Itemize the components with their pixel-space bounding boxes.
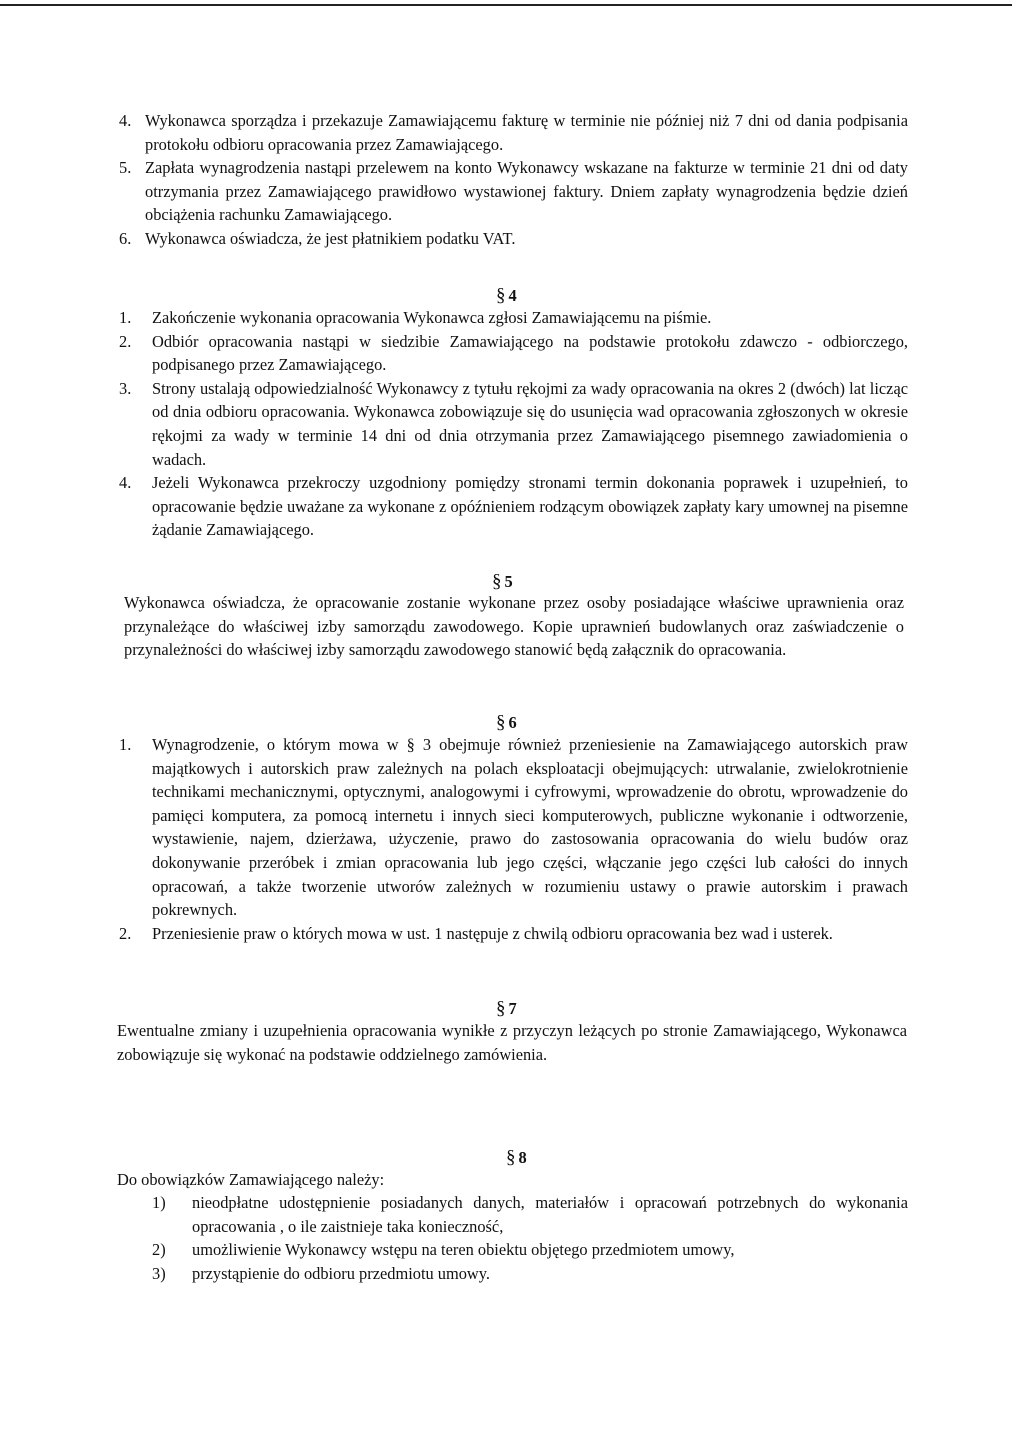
item-text: Wykonawca oświadcza, że jest płatnikiem podatku VAT.: [145, 228, 516, 248]
section-7-paragraph: Ewentualne zmiany i uzupełnienia opracowania wynikłe z przyczyn leżących po stronie Zamawiającego, Wykonawca zobowiązuje się wykonać na podstawie oddzielnego zamówienia.: [117, 1021, 907, 1064]
item-number: 5.: [119, 158, 132, 178]
item-number: 4.: [119, 111, 132, 130]
section-sign: §: [496, 998, 506, 1019]
item-text: Zapłata wynagrodzenia nastąpi przelewem na konto Wykonawcy wskazane na fakturze w terminie 21 dni od daty otrzymania przez Zamawiającego prawidłowo wystawionej faktury. Dniem zapłaty wynagrodzenia będzie dzień obciążenia rachunku Zamawiającego.: [145, 158, 908, 225]
item-number: 2.: [119, 923, 132, 943]
section-6-list: [119, 733, 908, 945]
section-8-list: [152, 1191, 908, 1285]
list-item: [119, 377, 908, 471]
list-item: [119, 109, 908, 156]
list-item: [152, 1262, 908, 1286]
item-text: Jeżeli Wykonawca przekroczy uzgodniony pomiędzy stronami termin dokonania poprawek i uzupełnień, to opracowanie będzie uważane za wykonane z opóźnieniem rodzącym obowiązek zapłaty kary umownej na pisemne żądanie Zamawiającego.: [152, 473, 908, 540]
section-5-paragraph: Wykonawca oświadcza, że opracowanie zostanie wykonane przez osoby posiadające właściwe uprawnienia oraz przynależące do właściwej izby samorządu zawodowego. Kopie uprawnień budowlanych oraz zaświadczenie o przynależności do właściwej izby samorządu zawodowego stanowić będą załącznik do opracowania.: [124, 593, 904, 660]
section-sign: §: [496, 285, 506, 306]
item-number: 2.: [119, 331, 132, 351]
section-number: 4: [508, 286, 517, 305]
item-number: 3.: [119, 378, 132, 398]
section-7-heading: [496, 997, 517, 1021]
item-number: 1): [152, 1193, 166, 1212]
list-item: [152, 1238, 908, 1262]
list-item: [152, 1191, 908, 1238]
section-number: 8: [518, 1148, 527, 1167]
item-number: 4.: [119, 473, 132, 493]
item-number: 1.: [119, 735, 132, 754]
section-sign: §: [496, 712, 506, 733]
list-item: [119, 922, 908, 946]
item-number: 6.: [119, 228, 132, 248]
item-text: Zakończenie wykonania opracowania Wykonawca zgłosi Zamawiającemu na piśmie.: [152, 308, 712, 327]
item-text: Strony ustalają odpowiedzialność Wykonawcy z tytułu rękojmi za wady opracowania na okres 2 (dwóch) lat licząc od dnia odbioru opracowania. Wykonawca zobowiązuje się do usunięcia wad opracowania zgłoszonych w okresie rękojmi za wady w terminie 14 dni od dnia otrzymania przez Zamawiającego pisemnego zawiadomienia o wadach.: [152, 378, 908, 469]
list-item: [119, 733, 908, 922]
section-4-list: [119, 306, 908, 542]
section-8-intro: Do obowiązków Zamawiającego należy:: [117, 1170, 385, 1189]
section-6-heading: [496, 711, 517, 735]
list-item: [119, 471, 908, 542]
item-number: 3): [152, 1263, 166, 1283]
list-item: [119, 227, 908, 251]
section-number: 5: [504, 572, 513, 591]
section-number: 7: [508, 999, 517, 1018]
item-text: Wynagrodzenie, o którym mowa w § 3 obejmuje również przeniesienie na Zamawiającego autorskich praw majątkowych i autorskich praw zależnych na polach eksploatacji obejmujących: utrwalanie, zwielokrotnienie technikami mechanicznymi, optycznymi, analogowymi i cyfrowymi, wprowadzenie do obrotu, wprowadzenie do pamięci komputera, za pomocą internetu i innych sieci komputerowych, publiczne wykonanie i odtworzenie, wystawienie, najem, dzierżawa, użyczenie, prawo do zastosowania opracowania do wielu budów oraz dokonywanie przeróbek i zmian opracowania lub jego części, włączanie jego części lub całości do innych opracowań, a także tworzenie utworów zależnych w rozumieniu ustawy o prawie autorskim i prawach pokrewnych.: [152, 735, 908, 920]
item-text: Odbiór opracowania nastąpi w siedzibie Zamawiającego na podstawie protokołu zdawczo - odbiorczego, podpisanego przez Zamawiającego.: [152, 331, 908, 375]
payment-terms-list: [119, 109, 908, 251]
list-item: [119, 306, 908, 330]
item-text: umożliwienie Wykonawcy wstępu na teren obiektu objętego przedmiotem umowy,: [192, 1240, 735, 1260]
section-4-heading: [496, 284, 517, 308]
top-border-line: [0, 4, 1012, 6]
item-text: Wykonawca sporządza i przekazuje Zamawiającemu fakturę w terminie nie później niż 7 dni od dania podpisania protokołu odbioru opracowania przez Zamawiającego.: [145, 111, 908, 154]
item-text: nieodpłatne udostępnienie posiadanych danych, materiałów i opracowań potrzebnych do wykonania opracowania , o ile zaistnieje taka konieczność,: [192, 1193, 908, 1236]
list-item: [119, 330, 908, 377]
section-number: 6: [508, 713, 517, 732]
item-number: 2): [152, 1240, 166, 1260]
item-number: 1.: [119, 308, 132, 327]
section-8-heading: [506, 1146, 527, 1170]
section-sign: §: [506, 1147, 516, 1168]
item-text: Przeniesienie praw o których mowa w ust. 1 następuje z chwilą odbioru opracowania bez wad i usterek.: [152, 923, 833, 943]
item-text: przystąpienie do odbioru przedmiotu umowy.: [192, 1263, 490, 1283]
section-sign: §: [492, 571, 502, 592]
list-item: [119, 156, 908, 227]
